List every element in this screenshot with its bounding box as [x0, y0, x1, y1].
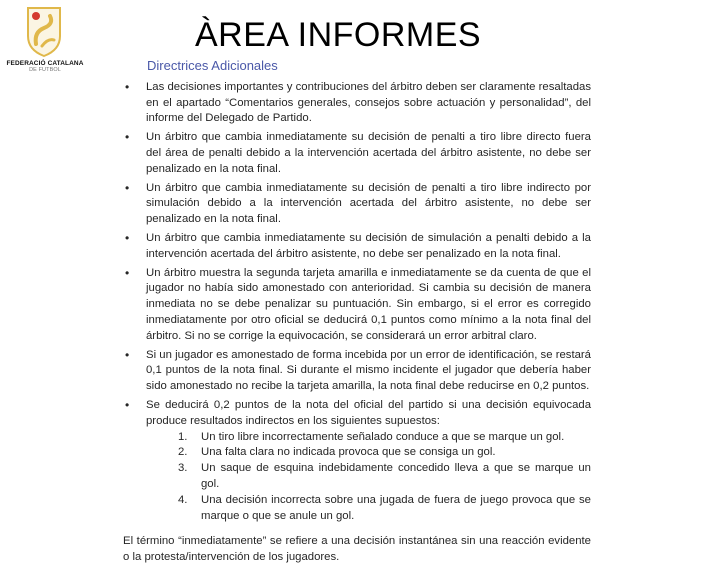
sub-list-number: 2. [178, 446, 188, 459]
sub-list-item [178, 430, 591, 446]
sub-list-number: 4. [178, 493, 188, 506]
sub-list-item [178, 493, 591, 525]
logo-text-line1: FEDERACIÓ CATALANA [6, 60, 84, 67]
sub-list-text: Un tiro libre incorrectamente señalado conduce a que se marque un gol. [201, 430, 565, 443]
document-body [123, 58, 591, 566]
sub-list-number: 3. [178, 462, 188, 475]
section-subtitle: Directrices Adicionales [147, 58, 278, 73]
logo-text-line2: DE FUTBOL [29, 67, 61, 73]
footnote: El término “inmediatamente” se refiere a una decisión instantánea sin una reacción evidente o la protesta/intervención de los jugadores. [123, 535, 591, 564]
shield-logo-icon [24, 6, 64, 58]
page-title: ÀREA INFORMES [195, 16, 482, 54]
logo-caption [6, 60, 84, 74]
sub-list-text: Un saque de esquina indebidamente concedido lleva a que se marque un gol. [201, 462, 591, 490]
list-item: • Si un jugador es amonestado de forma incebida por un error de identificación, se restará 0,1 puntos de la nota final. Si durante el mismo incidente el jugador que debería haber sido amonestado no recibe la tarjeta amarilla, la nota final debe reducirse en 0,2 puntos. [123, 348, 591, 395]
list-item: • Un árbitro que cambia inmediatamente su decisión de penalti a tiro libre indirecto por simulación debido a la intervención acertada del árbitro asistente, no debe ser penalizado en la nota final. [123, 181, 591, 228]
sub-list-number: 1. [178, 430, 188, 443]
list-item: • Un árbitro muestra la segunda tarjeta amarilla e inmediatamente se da cuenta de que el jugador no había sido amonestado con anterioridad. Si cambia su decisión de manera inmediata no se debe penalizar su puntuación. Sin embargo, si el error es corregido inmediatamente por otro oficial se deducirá 0,1 puntos como mínimo a la nota final del árbitro. Si no se corrige la equivocación, se considerará un error arbitral claro. [123, 266, 591, 345]
sub-list-text: Una decisión incorrecta sobre una jugada de fuera de juego provoca que se marque o que se anule un gol. [201, 493, 591, 522]
list-item: • Las decisiones importantes y contribuciones del árbitro deben ser claramente resaltadas en el apartado “Comentarios generales, consejos sobre actuación y personalidad”, del informe del Delegado de Partido. [123, 80, 591, 127]
sub-list-item [178, 461, 591, 493]
list-item: • Un árbitro que cambia inmediatamente su decisión de penalti a tiro libre directo fuera del área de penalti debido a la intervención acertada del árbitro asistente, no debe ser penalizado en la nota final. [123, 130, 591, 177]
federation-logo [6, 6, 84, 76]
list-item-with-sublist [123, 398, 591, 524]
list-item-text: Se deducirá 0,2 puntos de la nota del oficial del partido si una decisión equivocada produce resultados indirectos en los siguientes supuestos: [146, 398, 591, 427]
guidelines-list [123, 80, 591, 525]
list-item: • Un árbitro que cambia inmediatamente su decisión de simulación a penalti debido a la intervención acertada del árbitro asistente, no debe ser penalizado en la nota final. [123, 231, 591, 263]
sub-list [146, 430, 591, 525]
sub-list-item [178, 445, 591, 461]
sub-list-text: Una falta clara no indicada provoca que se consiga un gol. [201, 446, 496, 459]
